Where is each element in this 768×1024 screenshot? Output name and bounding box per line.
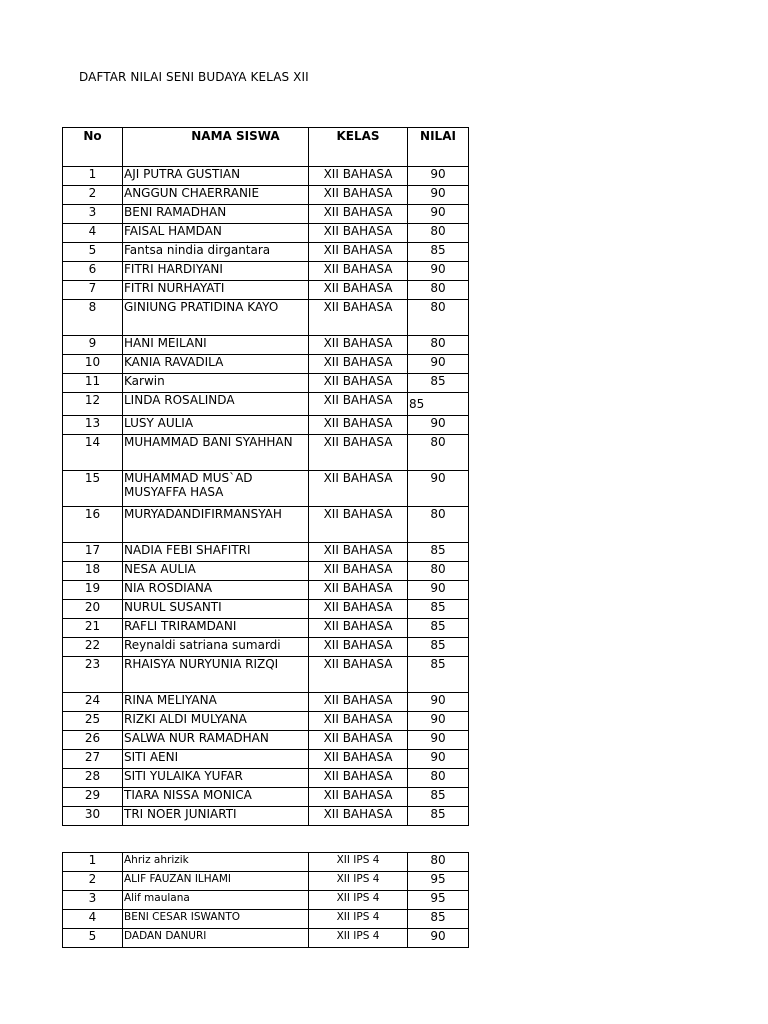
nilai-cell: 95 (408, 872, 469, 891)
nilai-cell: 95 (408, 891, 469, 910)
name-cell: Fantsa nindia dirgantara (123, 243, 309, 262)
no-cell: 3 (63, 891, 123, 910)
table-row (63, 374, 469, 393)
kelas-cell: XII BAHASA (309, 581, 408, 600)
kelas-cell: XII BAHASA (309, 731, 408, 750)
kelas-cell: XII BAHASA (309, 243, 408, 262)
no-cell: 2 (63, 872, 123, 891)
no-cell: 30 (63, 807, 123, 826)
name-cell: SITI YULAIKA YUFAR (123, 769, 309, 788)
no-cell: 22 (63, 638, 123, 657)
name-cell: TIARA NISSA MONICA (123, 788, 309, 807)
name-cell: FITRI NURHAYATI (123, 281, 309, 300)
table-row (63, 205, 469, 224)
table-row (63, 929, 469, 948)
no-cell: 6 (63, 262, 123, 281)
kelas-cell: XII BAHASA (309, 657, 408, 693)
table-row (63, 853, 469, 872)
header-row (63, 128, 469, 167)
grades-table-bahasa (62, 127, 469, 826)
kelas-cell: XII BAHASA (309, 471, 408, 507)
name-cell: MURYADANDIFIRMANSYAH (123, 507, 309, 543)
nilai-cell: 90 (408, 929, 469, 948)
name-cell: ALIF FAUZAN ILHAMI (123, 872, 309, 891)
no-cell: 4 (63, 910, 123, 929)
no-cell: 16 (63, 507, 123, 543)
no-cell: 25 (63, 712, 123, 731)
no-cell: 9 (63, 336, 123, 355)
name-cell: RAFLI TRIRAMDANI (123, 619, 309, 638)
kelas-cell: XII BAHASA (309, 750, 408, 769)
table-row (63, 393, 469, 416)
table-row (63, 355, 469, 374)
no-cell: 5 (63, 929, 123, 948)
nilai-cell: 85 (408, 600, 469, 619)
name-cell: MUHAMMAD BANI SYAHHAN (123, 435, 309, 471)
name-cell: LINDA ROSALINDA (123, 393, 309, 416)
name-cell: AJI PUTRA GUSTIAN (123, 167, 309, 186)
name-cell: NIA ROSDIANA (123, 581, 309, 600)
table-row (63, 281, 469, 300)
nilai-cell: 85 (408, 619, 469, 638)
nilai-cell: 80 (408, 300, 469, 336)
table-row (63, 731, 469, 750)
no-cell: 4 (63, 224, 123, 243)
table-row (63, 807, 469, 826)
table-row (63, 581, 469, 600)
nilai-cell: 90 (408, 186, 469, 205)
table-row (63, 638, 469, 657)
nilai-cell: 85 (408, 657, 469, 693)
no-cell: 14 (63, 435, 123, 471)
no-cell: 13 (63, 416, 123, 435)
nilai-cell: 90 (408, 471, 469, 507)
kelas-cell: XII BAHASA (309, 693, 408, 712)
name-cell: RINA MELIYANA (123, 693, 309, 712)
nilai-cell: 80 (408, 562, 469, 581)
nilai-cell: 85 (408, 638, 469, 657)
table-row (63, 657, 469, 693)
header-kelas: KELAS (309, 128, 408, 167)
kelas-cell: XII BAHASA (309, 543, 408, 562)
name-cell: DADAN DANURI (123, 929, 309, 948)
table-row (63, 507, 469, 543)
kelas-cell: XII BAHASA (309, 769, 408, 788)
no-cell: 12 (63, 393, 123, 416)
nilai-cell: 80 (408, 336, 469, 355)
kelas-cell: XII BAHASA (309, 788, 408, 807)
nilai-cell: 90 (408, 712, 469, 731)
nilai-cell: 90 (408, 750, 469, 769)
table-row (63, 600, 469, 619)
name-cell: GINIUNG PRATIDINA KAYO (123, 300, 309, 336)
nilai-cell: 80 (408, 853, 469, 872)
no-cell: 21 (63, 619, 123, 638)
name-cell: NADIA FEBI SHAFITRI (123, 543, 309, 562)
nilai-cell: 85 (408, 243, 469, 262)
kelas-cell: XII BAHASA (309, 355, 408, 374)
no-cell: 1 (63, 853, 123, 872)
table-row (63, 788, 469, 807)
table-body (63, 853, 469, 948)
name-cell: SITI AENI (123, 750, 309, 769)
nilai-cell: 85 (408, 788, 469, 807)
table-row (63, 300, 469, 336)
table-row (63, 872, 469, 891)
table-row (63, 471, 469, 507)
kelas-cell: XII IPS 4 (309, 929, 408, 948)
nilai-cell: 80 (408, 435, 469, 471)
kelas-cell: XII IPS 4 (309, 853, 408, 872)
no-cell: 20 (63, 600, 123, 619)
nilai-cell: 80 (408, 224, 469, 243)
table-body (63, 167, 469, 826)
nilai-cell: 90 (408, 693, 469, 712)
name-cell: BENI RAMADHAN (123, 205, 309, 224)
nilai-cell: 90 (408, 167, 469, 186)
table-row (63, 891, 469, 910)
table-row (63, 167, 469, 186)
table-row (63, 712, 469, 731)
kelas-cell: XII IPS 4 (309, 872, 408, 891)
kelas-cell: XII BAHASA (309, 619, 408, 638)
kelas-cell: XII BAHASA (309, 186, 408, 205)
kelas-cell: XII BAHASA (309, 336, 408, 355)
header-nilai: NILAI (408, 128, 469, 167)
header-name: NAMA SISWA (123, 128, 309, 167)
nilai-cell: 90 (408, 205, 469, 224)
name-cell: Reynaldi satriana sumardi (123, 638, 309, 657)
name-cell: RHAISYA NURYUNIA RIZQI (123, 657, 309, 693)
no-cell: 28 (63, 769, 123, 788)
header-no: No (63, 128, 123, 167)
kelas-cell: XII BAHASA (309, 224, 408, 243)
name-cell: FITRI HARDIYANI (123, 262, 309, 281)
nilai-cell: 85 (408, 910, 469, 929)
no-cell: 18 (63, 562, 123, 581)
table-row (63, 769, 469, 788)
name-cell: Karwin (123, 374, 309, 393)
kelas-cell: XII BAHASA (309, 807, 408, 826)
name-cell: NESA AULIA (123, 562, 309, 581)
no-cell: 8 (63, 300, 123, 336)
kelas-cell: XII BAHASA (309, 281, 408, 300)
nilai-cell: 85 (408, 807, 469, 826)
kelas-cell: XII BAHASA (309, 205, 408, 224)
name-cell: SALWA NUR RAMADHAN (123, 731, 309, 750)
nilai-cell: 80 (408, 507, 469, 543)
no-cell: 23 (63, 657, 123, 693)
table-row (63, 750, 469, 769)
name-cell: ANGGUN CHAERRANIE (123, 186, 309, 205)
nilai-cell: 80 (408, 281, 469, 300)
no-cell: 10 (63, 355, 123, 374)
kelas-cell: XII BAHASA (309, 507, 408, 543)
name-cell: NURUL SUSANTI (123, 600, 309, 619)
table-row (63, 336, 469, 355)
nilai-cell: 85 (408, 393, 469, 416)
kelas-cell: XII BAHASA (309, 300, 408, 336)
nilai-cell: 80 (408, 769, 469, 788)
nilai-cell: 90 (408, 731, 469, 750)
grades-table-ips (62, 852, 469, 948)
kelas-cell: XII BAHASA (309, 712, 408, 731)
name-cell: Alif maulana (123, 891, 309, 910)
no-cell: 15 (63, 471, 123, 507)
no-cell: 26 (63, 731, 123, 750)
kelas-cell: XII BAHASA (309, 262, 408, 281)
table-row (63, 543, 469, 562)
no-cell: 7 (63, 281, 123, 300)
kelas-cell: XII BAHASA (309, 374, 408, 393)
name-cell: FAISAL HAMDAN (123, 224, 309, 243)
table-row (63, 435, 469, 471)
table-row (63, 186, 469, 205)
no-cell: 24 (63, 693, 123, 712)
name-cell: BENI CESAR ISWANTO (123, 910, 309, 929)
table-row (63, 224, 469, 243)
no-cell: 29 (63, 788, 123, 807)
kelas-cell: XII BAHASA (309, 167, 408, 186)
table-row (63, 262, 469, 281)
name-cell: Ahriz ahrizik (123, 853, 309, 872)
page-title: DAFTAR NILAI SENI BUDAYA KELAS XII (79, 70, 309, 84)
nilai-cell: 90 (408, 581, 469, 600)
no-cell: 3 (63, 205, 123, 224)
table-row (63, 562, 469, 581)
nilai-cell: 85 (408, 374, 469, 393)
nilai-cell: 90 (408, 416, 469, 435)
name-cell: MUHAMMAD MUS`AD MUSYAFFA HASA (123, 471, 309, 507)
table-row (63, 416, 469, 435)
no-cell: 19 (63, 581, 123, 600)
name-cell: LUSY AULIA (123, 416, 309, 435)
nilai-cell: 90 (408, 262, 469, 281)
no-cell: 27 (63, 750, 123, 769)
kelas-cell: XII IPS 4 (309, 910, 408, 929)
table-row (63, 910, 469, 929)
nilai-cell: 85 (408, 543, 469, 562)
kelas-cell: XII BAHASA (309, 435, 408, 471)
no-cell: 1 (63, 167, 123, 186)
name-cell: HANI MEILANI (123, 336, 309, 355)
no-cell: 2 (63, 186, 123, 205)
kelas-cell: XII BAHASA (309, 562, 408, 581)
nilai-cell: 90 (408, 355, 469, 374)
kelas-cell: XII BAHASA (309, 600, 408, 619)
table-row (63, 619, 469, 638)
kelas-cell: XII BAHASA (309, 416, 408, 435)
kelas-cell: XII IPS 4 (309, 891, 408, 910)
name-cell: TRI NOER JUNIARTI (123, 807, 309, 826)
no-cell: 17 (63, 543, 123, 562)
no-cell: 5 (63, 243, 123, 262)
kelas-cell: XII BAHASA (309, 638, 408, 657)
no-cell: 11 (63, 374, 123, 393)
kelas-cell: XII BAHASA (309, 393, 408, 416)
name-cell: KANIA RAVADILA (123, 355, 309, 374)
name-cell: RIZKI ALDI MULYANA (123, 712, 309, 731)
table-row (63, 693, 469, 712)
table-row (63, 243, 469, 262)
